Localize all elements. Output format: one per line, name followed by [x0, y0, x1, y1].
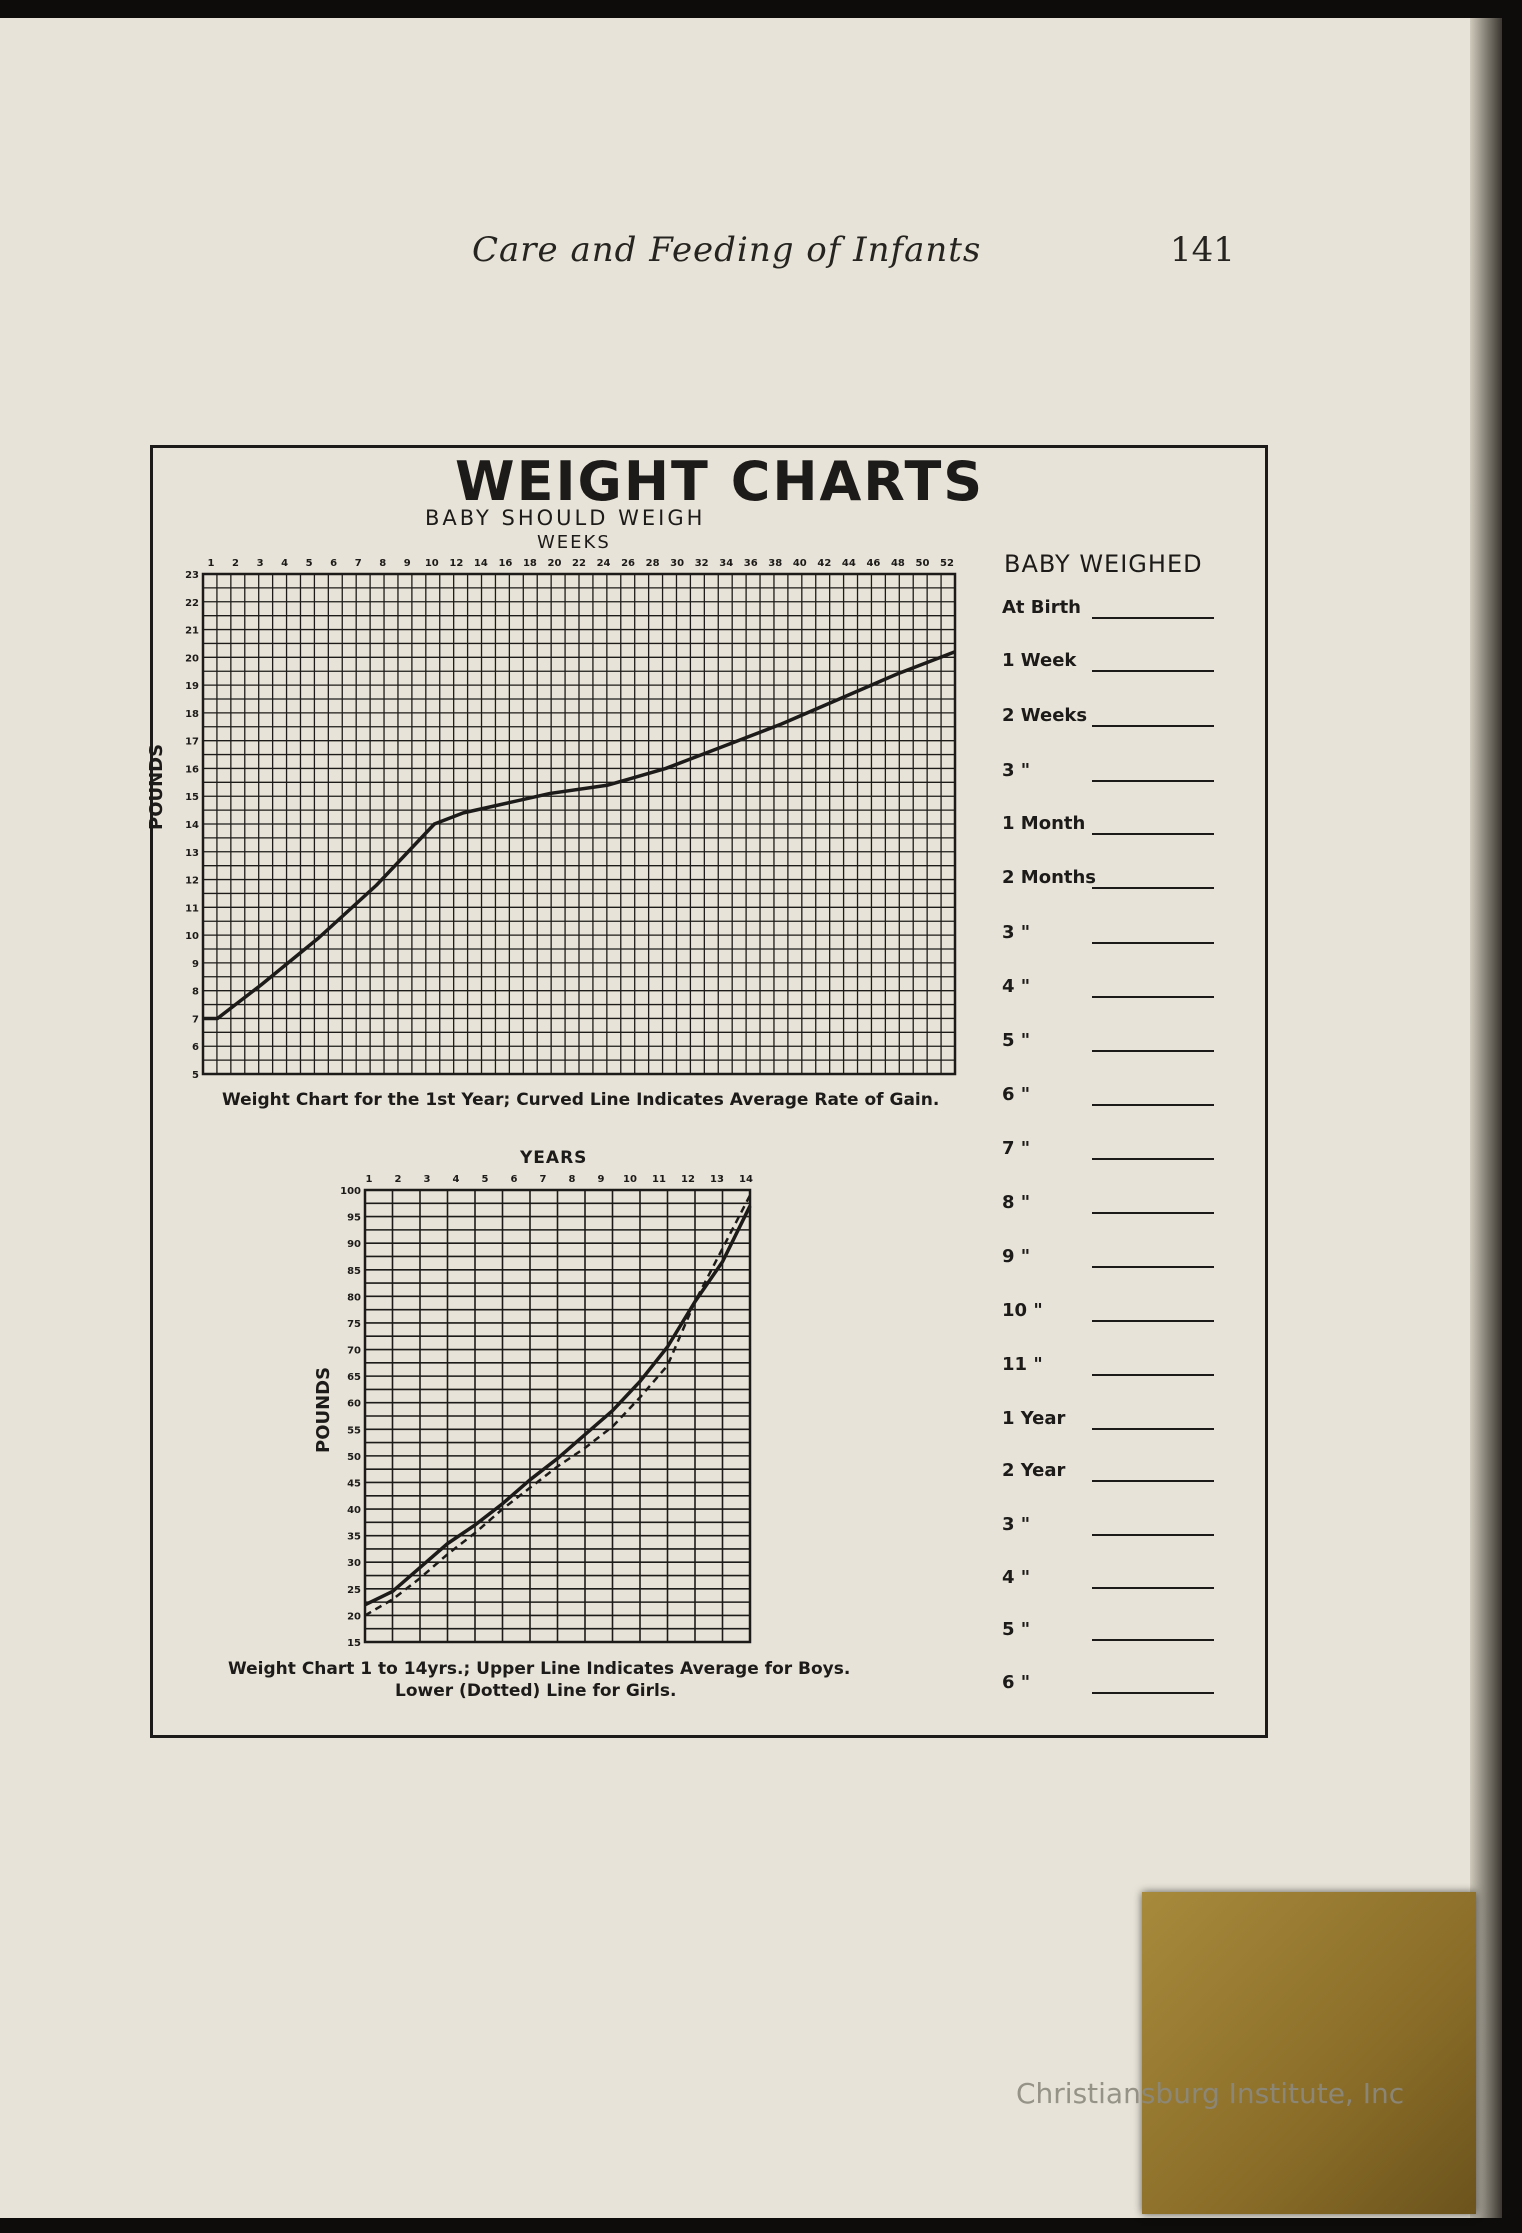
record-row-label: 4 " [1002, 976, 1031, 997]
weekly-y-tick: 13 [185, 847, 199, 859]
record-row [1002, 813, 1222, 839]
weekly-weight-chart [175, 548, 965, 1088]
weekly-y-tick: 14 [185, 820, 199, 831]
brass-weight [1142, 1892, 1476, 2214]
record-row-label: 5 " [1002, 1619, 1031, 1640]
record-row-blank [1092, 1480, 1214, 1482]
weekly-x-tick: 1 [207, 558, 215, 569]
yearly-y-tick: 35 [347, 1531, 361, 1543]
weekly-x-tick: 5 [305, 558, 313, 569]
yearly-y-tick: 65 [347, 1372, 361, 1384]
weekly-x-tick: 34 [719, 558, 734, 569]
record-row-blank [1092, 725, 1214, 727]
weekly-y-tick: 10 [185, 931, 199, 943]
weekly-x-tick: 48 [890, 558, 905, 569]
record-row-label: 11 " [1002, 1354, 1043, 1375]
yearly-x-tick: 7 [539, 1174, 547, 1185]
yearly-y-tick: 90 [347, 1239, 361, 1251]
weekly-x-tick: 36 [743, 558, 758, 569]
record-row-blank [1092, 780, 1214, 782]
weekly-x-tick: 40 [792, 558, 807, 569]
weekly-x-tick: 7 [354, 558, 362, 569]
weekly-y-tick: 21 [185, 625, 199, 637]
yearly-x-tick: 14 [739, 1174, 753, 1185]
record-row-blank [1092, 1692, 1214, 1694]
weekly-y-tick: 6 [192, 1042, 199, 1054]
weekly-y-tick: 23 [185, 570, 199, 581]
yearly-x-tick: 3 [423, 1174, 431, 1185]
weekly-y-tick: 17 [185, 736, 199, 748]
record-row-label: 6 " [1002, 1084, 1031, 1105]
yearly-y-tick: 95 [347, 1212, 361, 1224]
weekly-x-tick: 14 [473, 558, 488, 569]
yearly-x-tick: 13 [710, 1174, 724, 1185]
record-row-blank [1092, 1212, 1214, 1214]
bottom-chart-caption-line1: Weight Chart 1 to 14yrs.; Upper Line Indicates Average for Boys. [228, 1659, 851, 1679]
weekly-x-tick: 6 [330, 558, 338, 569]
yearly-y-tick: 25 [347, 1584, 361, 1596]
page-edge [1470, 18, 1502, 2218]
weekly-x-tick: 52 [940, 558, 954, 569]
weekly-y-tick: 8 [192, 986, 199, 998]
yearly-y-tick: 15 [347, 1638, 361, 1649]
record-row-blank [1092, 996, 1214, 998]
weekly-x-tick: 38 [768, 558, 783, 569]
record-row-blank [1092, 1639, 1214, 1641]
record-row [1002, 1460, 1222, 1486]
record-row-label: 3 " [1002, 760, 1031, 781]
weekly-y-tick: 11 [185, 903, 199, 915]
weekly-x-tick: 24 [596, 558, 611, 569]
record-row-blank [1092, 1050, 1214, 1052]
yearly-x-tick: 5 [481, 1174, 489, 1185]
yearly-y-tick: 55 [347, 1425, 361, 1437]
yearly-y-tick: 85 [347, 1265, 361, 1277]
yearly-y-tick: 30 [347, 1558, 361, 1570]
record-row [1002, 1084, 1222, 1110]
weekly-x-tick: 16 [498, 558, 513, 569]
record-row-label: 2 Year [1002, 1460, 1066, 1481]
record-row-label: 5 " [1002, 1030, 1031, 1051]
weekly-x-tick: 4 [281, 558, 289, 569]
record-row-blank [1092, 1374, 1214, 1376]
yearly-x-tick: 1 [365, 1174, 373, 1185]
yearly-y-tick: 20 [347, 1611, 361, 1623]
record-row-blank [1092, 1534, 1214, 1536]
weekly-x-tick: 32 [694, 558, 709, 569]
weekly-x-tick: 28 [645, 558, 660, 569]
weekly-x-tick: 46 [866, 558, 881, 569]
record-row [1002, 1514, 1222, 1540]
yearly-y-tick: 50 [347, 1451, 361, 1463]
record-row [1002, 650, 1222, 676]
weekly-x-tick: 44 [841, 558, 856, 569]
record-row-blank [1092, 670, 1214, 672]
weekly-x-tick: 22 [572, 558, 586, 569]
watermark: Christiansburg Institute, Inc [1016, 2077, 1405, 2110]
record-row-blank [1092, 942, 1214, 944]
record-row [1002, 705, 1222, 731]
weekly-y-tick: 16 [185, 764, 199, 776]
record-row-label: At Birth [1002, 597, 1081, 618]
weekly-y-tick: 12 [185, 875, 199, 887]
record-row [1002, 1619, 1222, 1645]
record-row-label: 7 " [1002, 1138, 1031, 1159]
record-row-label: 10 " [1002, 1300, 1043, 1321]
record-row-blank [1092, 1587, 1214, 1589]
yearly-y-tick: 80 [347, 1292, 361, 1304]
weekly-x-tick: 42 [817, 558, 832, 569]
record-row-label: 6 " [1002, 1672, 1031, 1693]
bottom-chart-caption-line2: Lower (Dotted) Line for Girls. [395, 1681, 677, 1701]
record-row-label: 1 Month [1002, 813, 1086, 834]
weekly-y-tick: 18 [185, 708, 199, 720]
weekly-x-tick: 10 [424, 558, 439, 569]
top-chart-caption: Weight Chart for the 1st Year; Curved Line Indicates Average Rate of Gain. [222, 1090, 940, 1110]
record-row [1002, 597, 1222, 623]
weekly-y-tick: 22 [185, 597, 199, 609]
record-row [1002, 1192, 1222, 1218]
weekly-y-tick: 7 [192, 1014, 199, 1026]
weekly-x-tick: 18 [522, 558, 537, 569]
bottom-chart-x-label: YEARS [520, 1148, 588, 1168]
weekly-x-tick: 3 [256, 558, 264, 569]
record-row-label: 3 " [1002, 1514, 1031, 1535]
top-chart-y-label: POUNDS [146, 743, 167, 830]
record-row-blank [1092, 1266, 1214, 1268]
record-row-blank [1092, 1104, 1214, 1106]
page-number: 141 [1170, 230, 1235, 270]
weekly-y-tick: 5 [192, 1070, 199, 1081]
record-row [1002, 1030, 1222, 1056]
yearly-x-tick: 4 [452, 1174, 460, 1185]
yearly-x-tick: 8 [568, 1174, 576, 1185]
record-row-label: 2 Weeks [1002, 705, 1088, 726]
yearly-x-tick: 2 [394, 1174, 402, 1185]
record-row-blank [1092, 887, 1214, 889]
weekly-x-tick: 26 [621, 558, 636, 569]
record-row-label: 2 Months [1002, 867, 1097, 888]
record-row [1002, 1300, 1222, 1326]
record-row [1002, 1672, 1222, 1698]
weekly-x-tick: 50 [915, 558, 930, 569]
yearly-x-tick: 6 [510, 1174, 518, 1185]
yearly-y-tick: 40 [347, 1505, 361, 1517]
record-row-label: 9 " [1002, 1246, 1031, 1267]
weekly-x-tick: 9 [403, 558, 411, 569]
running-title: Care and Feeding of Infants [472, 230, 982, 270]
weekly-x-tick: 8 [379, 558, 387, 569]
record-row-label: 8 " [1002, 1192, 1031, 1213]
record-row-blank [1092, 1428, 1214, 1430]
record-row [1002, 1567, 1222, 1593]
yearly-x-tick: 9 [597, 1174, 605, 1185]
record-row [1002, 760, 1222, 786]
weekly-x-tick: 12 [449, 558, 464, 569]
record-row-label: 3 " [1002, 922, 1031, 943]
weekly-x-tick: 20 [547, 558, 562, 569]
weekly-x-tick: 30 [670, 558, 685, 569]
yearly-y-tick: 60 [347, 1398, 361, 1410]
record-row [1002, 1408, 1222, 1434]
record-row [1002, 867, 1222, 893]
record-row [1002, 1246, 1222, 1272]
yearly-y-tick: 70 [347, 1345, 361, 1357]
figure-subtitle: BABY SHOULD WEIGH [425, 506, 706, 530]
yearly-weight-chart [325, 1162, 755, 1654]
record-row-label: 4 " [1002, 1567, 1031, 1588]
weekly-y-tick: 15 [185, 792, 199, 804]
bottom-chart-y-label: POUNDS [313, 1366, 334, 1453]
record-row-blank [1092, 1158, 1214, 1160]
yearly-y-tick: 100 [340, 1186, 361, 1197]
record-row-blank [1092, 1320, 1214, 1322]
record-heading: BABY WEIGHED [1004, 550, 1203, 578]
top-chart-x-label: WEEKS [537, 532, 611, 553]
yearly-x-tick: 10 [623, 1174, 637, 1185]
weekly-y-tick: 20 [185, 653, 199, 665]
yearly-y-tick: 75 [347, 1318, 361, 1330]
figure-title: WEIGHT CHARTS [455, 450, 985, 513]
record-row [1002, 1354, 1222, 1380]
record-row-blank [1092, 617, 1214, 619]
weekly-y-tick: 19 [185, 681, 199, 693]
yearly-x-tick: 11 [652, 1174, 666, 1185]
weekly-y-tick: 9 [192, 958, 199, 970]
record-row [1002, 922, 1222, 948]
record-row [1002, 976, 1222, 1002]
yearly-x-tick: 12 [681, 1174, 695, 1185]
yearly-y-tick: 45 [347, 1478, 361, 1490]
record-row-label: 1 Year [1002, 1408, 1066, 1429]
weekly-x-tick: 2 [232, 558, 240, 569]
record-row-blank [1092, 833, 1214, 835]
record-row-label: 1 Week [1002, 650, 1077, 671]
record-row [1002, 1138, 1222, 1164]
